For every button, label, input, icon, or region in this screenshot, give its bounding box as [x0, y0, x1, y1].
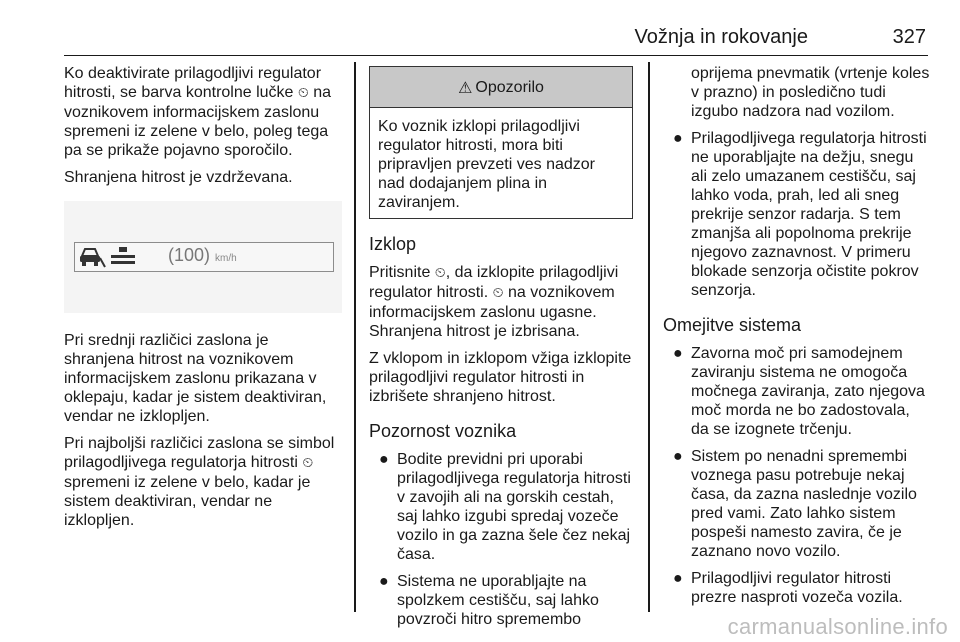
list-attention	[369, 450, 637, 629]
car-radar-icon	[78, 246, 106, 268]
list-item: ● Prilagodljivega regulatorja hitrosti ne uporabljajte na dežju, snegu ali zelo umazanem cestišču, saj lahko voda, prah, led ali sneg prekrije senzor radarja. S tem zmanjša ali popolnoma prekrije njegovo zaznavnost. V primeru blokade senzorja očistite pokrov senzorja.	[673, 130, 927, 299]
paragraph-ignition: Z vklopom in izklopom vžiga izklopite prilagodljivi regulator hitrosti in izbrišete shranjeno hitrost.	[369, 350, 632, 405]
cruise-control-lamp-icon: ⏲	[297, 85, 309, 101]
warning-title: Opozorilo	[475, 78, 544, 96]
lane-icon	[110, 246, 136, 268]
list-item: ● Zavorna moč pri samodejnem zaviranju sistema ne omogoča močnega zaviranja, zato njegova moč morda ne bo zadostovala, da se izognete trčenju.	[673, 345, 925, 438]
paragraph-deactivate: Ko deaktivirate prilagodljivi regulator hitrosti, se barva kontrolne lučke ⏲ na voznikovem informacijskem zaslonu spremeni iz zelene v belo, poleg tega pa se prikaže pojavno sporočilo.	[64, 65, 332, 159]
list-continuation: oprijema pnevmatik (vrtenje koles v prazno) in posledično tudi izgubo nadzora nad vozilom.	[691, 65, 930, 120]
list-attention-cont	[663, 129, 931, 300]
page-header	[64, 0, 928, 56]
paragraph-best-display: Pri najboljši različici zaslona se simbol prilagodljivega regulatorja hitrosti ⏲ spremeni iz zelene v belo, kadar je sistem deaktiviran, vendar ne izklopljen.	[64, 435, 335, 529]
stored-speed: (100) km/h	[168, 245, 237, 265]
list-item: ● Prilagodljivi regulator hitrosti prezre nasproti vozeča vozila.	[673, 570, 903, 606]
adaptive-cruise-icon: ⏲	[434, 265, 446, 281]
bullet-icon: ●	[673, 448, 683, 465]
bullet-icon: ●	[673, 130, 683, 147]
display-figure	[64, 201, 342, 313]
list-limits	[663, 344, 931, 607]
column-divider-1	[354, 62, 356, 612]
speed-unit: km/h	[215, 253, 237, 264]
warning-triangle-icon: ⚠	[458, 77, 473, 97]
warning-box	[369, 66, 633, 219]
heading-izklop: Izklop	[369, 234, 417, 254]
column-left	[64, 64, 342, 538]
adaptive-cruise-icon: ⏲	[492, 285, 504, 301]
heading-omejitve: Omejitve sistema	[663, 315, 802, 335]
list-item: ● Bodite previdni pri uporabi prilagodljivega regulatorja hitrosti v zavojih ali na gorskih cestah, saj lahko izgubi spredaj vozeče vozilo in ga zazna šele čez nekaj časa.	[379, 451, 631, 563]
column-right	[663, 64, 931, 615]
page-title: Vožnja in rokovanje	[634, 26, 808, 48]
watermark: carmanualsonline.info	[727, 614, 948, 639]
bullet-icon: ●	[673, 570, 683, 587]
bullet-icon: ●	[379, 451, 389, 468]
column-divider-2	[648, 62, 650, 612]
bullet-icon: ●	[673, 345, 683, 362]
paragraph-press: Pritisnite ⏲, da izklopite prilagodljivi regulator hitrosti. ⏲ na voznikovem informacijskem zaslonu ugasne. Shranjena hitrost je izbrisana.	[369, 264, 619, 340]
warning-text: Ko voznik izklopi prilagodljivi regulator hitrosti, mora biti pripravljen prevzeti ves nadzor nad dodajanjem plina in zaviranjem.	[378, 118, 595, 211]
paragraph-speed-kept: Shranjena hitrost je vzdrževana.	[64, 169, 293, 186]
adaptive-cruise-icon: ⏲	[302, 455, 314, 471]
paragraph-mid-display: Pri srednji različici zaslona je shranjena hitrost na voznikovem informacijskem zaslonu prikazana v oklepaju, kadar je sistem deaktiviran, vendar ne izklopljen.	[64, 332, 327, 425]
bullet-icon: ●	[379, 573, 389, 590]
page-number: 327	[892, 26, 926, 48]
list-item: ● Sistema ne uporabljajte na spolzkem cestišču, saj lahko povzroči hitro spremembo	[379, 573, 599, 628]
warning-header	[370, 67, 632, 108]
list-item: ● Sistem po nenadni spremembi voznega pasu potrebuje nekaj časa, da zazna naslednje vozilo pred vami. Zato lahko sistem pospeši namesto zavira, če je zaznano novo vozilo.	[673, 448, 917, 560]
column-middle	[369, 64, 637, 637]
heading-pozornost: Pozornost voznika	[369, 421, 517, 441]
